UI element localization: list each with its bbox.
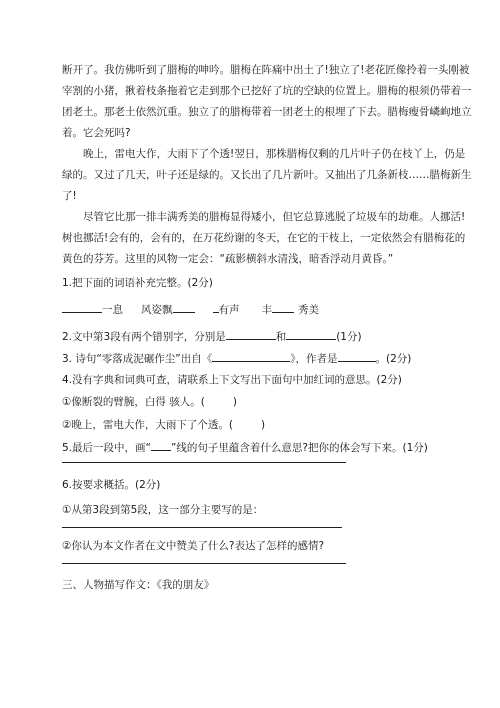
answer-line[interactable] xyxy=(62,527,342,528)
passage-line: 着。它会死吗? xyxy=(62,127,131,139)
question-2-text: 和 xyxy=(275,331,287,343)
passage-line: 断开了。我仿佛听到了腊梅的呻吟。腊梅在阵痛中出土了!独立了!老花匠像拎着一头刚被 xyxy=(62,64,470,76)
question-6-title: 6.按要求概括。(2分) xyxy=(62,479,161,491)
question-4-item-2 xyxy=(62,418,265,432)
question-2-text: 2.文中第3段有两个错别字，分别是 xyxy=(62,331,226,343)
question-5-text: ”线的句子里蕴含着什么意思?把你的体会写下来。(1分) xyxy=(170,442,428,454)
question-4-text: ) xyxy=(232,396,237,408)
question-2 xyxy=(62,329,362,344)
answer-blank[interactable] xyxy=(338,351,376,362)
question-4-title: 4.没有字典和词典可查，请联系上下文写出下面句中加红词的意思。(2分) xyxy=(62,374,402,386)
word-fragment: 一息 xyxy=(102,304,123,316)
answer-blank[interactable] xyxy=(286,329,336,340)
answer-blank[interactable] xyxy=(173,302,195,313)
question-6-item-1: ①从第3段到第5段，这一部分主要写的是： xyxy=(62,504,264,516)
passage-line: 了! xyxy=(62,190,77,202)
question-5 xyxy=(62,440,428,455)
question-3-text: 3. 诗句“零落成泥碾作尘”出自《 xyxy=(62,353,213,365)
underline-sample xyxy=(151,440,171,451)
question-3-text: 。(2分) xyxy=(375,353,412,365)
answer-blank[interactable] xyxy=(62,302,102,313)
answer-blank[interactable] xyxy=(226,329,276,340)
question-5-text: 5.最后一段中，画“ xyxy=(62,442,151,454)
answer-blank[interactable] xyxy=(272,302,294,313)
passage-line: 团老土。那老土依然沉重。独立了的腊梅带着一团老土的根埋了下去。腊梅瘦骨嶙峋地立 xyxy=(62,106,472,118)
question-4-text: ②晚上，雷电大作，大雨下了个透。( xyxy=(62,419,234,431)
passage-line: 黄色的芬芳。这里的风物一定会：“疏影横斜水清浅，暗香浮动月黄昏。” xyxy=(62,253,394,265)
word-fragment: 秀美 xyxy=(298,304,319,316)
question-1-title: 1.把下面的词语补充完整。(2分) xyxy=(62,277,213,289)
passage-line: 宰割的小猪，揪着枝条拖着它走到那个已挖好了坑的空缺的位置上。腊梅的根须仍带着一 xyxy=(62,85,472,97)
question-4-item-1 xyxy=(62,395,237,409)
passage-line: 晚上，雷电大作，大雨下了个透!翌日，那株腊梅仅剩的几片叶子仍在枝丫上，仍是 xyxy=(83,148,466,160)
passage-line: 绿的。又过了几天，叶子还是绿的。又长出了几片新叶。又抽出了几条新枝……腊梅新生 xyxy=(62,169,472,181)
question-2-text: (1分) xyxy=(336,331,362,343)
question-4-text: ①像断裂的臂腕，白得 骇人。( xyxy=(62,396,205,408)
question-6-item-2: ②你认为本文作者在文中赞美了什么?表达了怎样的感情? xyxy=(62,540,325,552)
question-4-text: ) xyxy=(261,419,266,431)
passage-line: 尽管它比那一排丰满秀美的腊梅显得矮小，但它总算逃脱了垃圾车的劫难。人挪活! xyxy=(83,211,466,223)
word-fragment: 风姿飘 xyxy=(141,304,173,316)
answer-line[interactable] xyxy=(62,462,346,463)
answer-blank[interactable] xyxy=(212,351,290,362)
word-fragment: 丰 xyxy=(261,304,272,316)
word-fragment: 有声 xyxy=(218,304,240,316)
answer-line[interactable] xyxy=(62,563,346,564)
question-3-text: 》，作者是 xyxy=(290,353,338,365)
question-3 xyxy=(62,351,411,366)
section-3-heading: 三、人物描写作文：《我的朋友》 xyxy=(62,579,215,591)
passage-line: 树也挪活!会有的，会有的，在万花纷谢的冬天，在它的干枝上，一定依然会有腊梅花的 xyxy=(62,232,466,244)
question-1-blanks xyxy=(62,302,319,317)
